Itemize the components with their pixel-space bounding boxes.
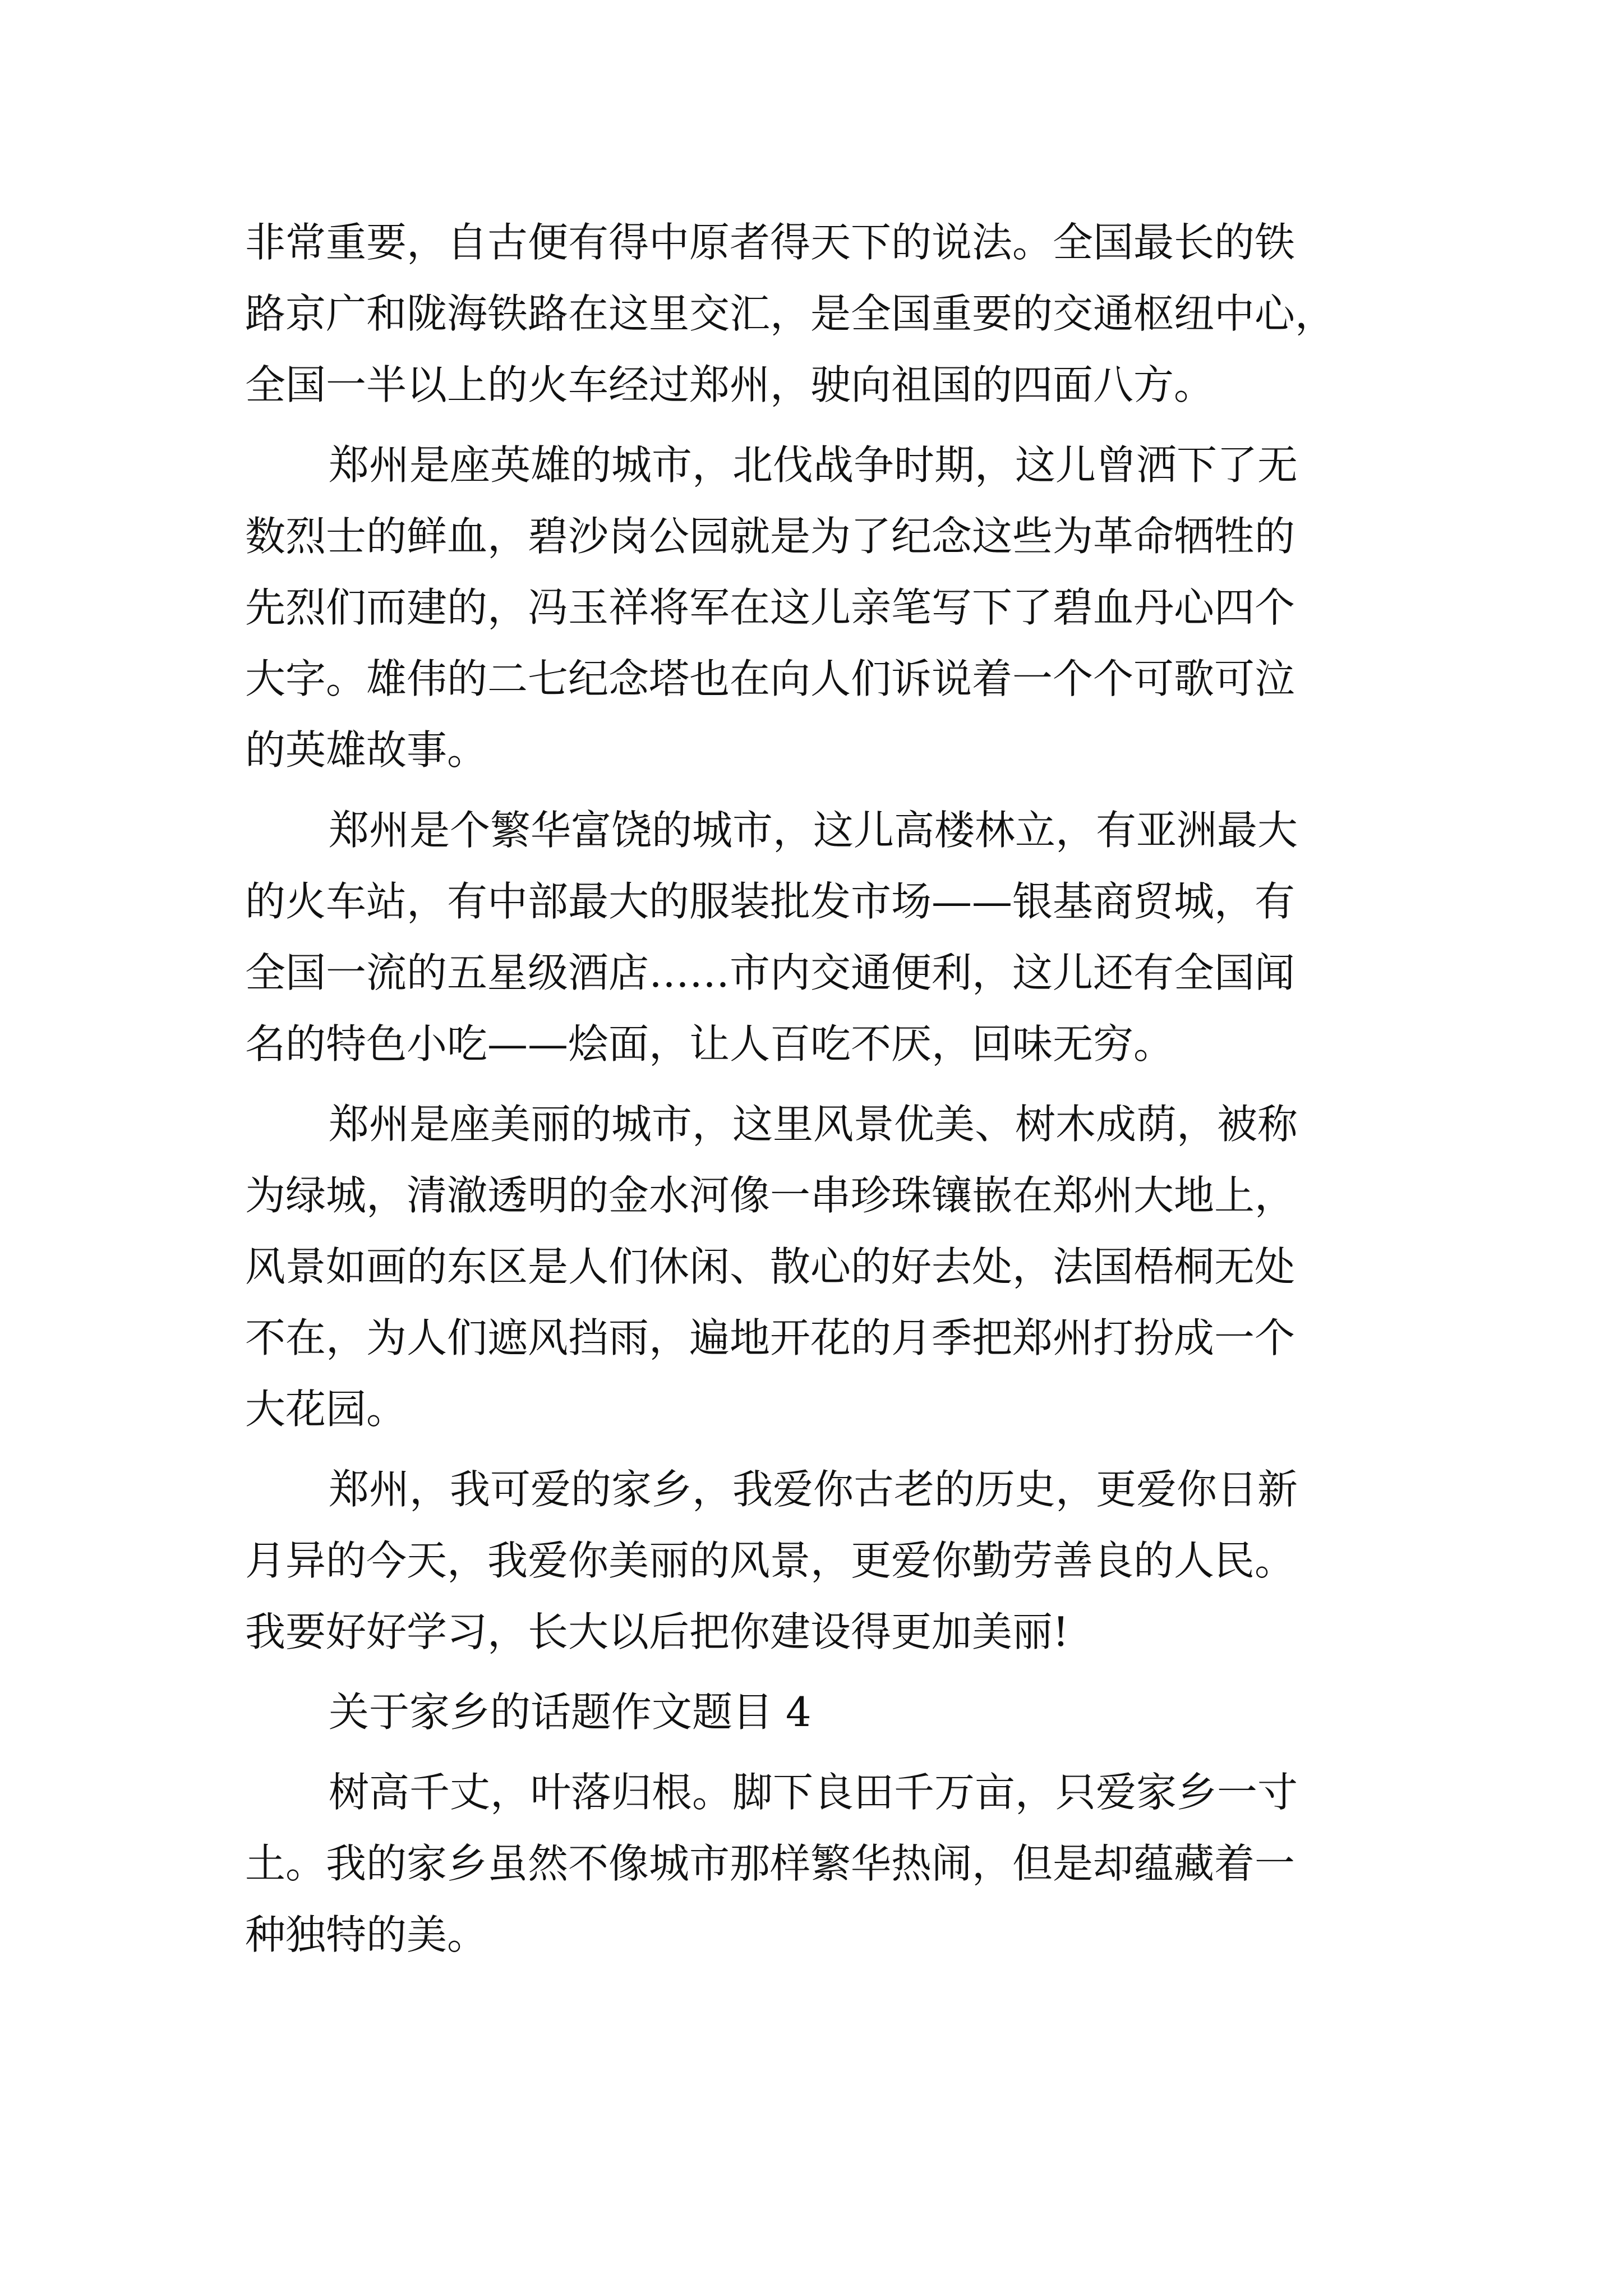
- text-line: 数烈士的鲜血，碧沙岗公园就是为了纪念这些为革命牺牲的: [245, 513, 1295, 560]
- text-line: 种独特的美。: [245, 1911, 488, 1958]
- text-line: 全国一半以上的火车经过郑州，驶向祖国的四面八方。: [245, 361, 1215, 408]
- text-line: 风景如画的东区是人们休闲、散心的好去处，法国梧桐无处: [245, 1243, 1295, 1290]
- text-line: 先烈们而建的，冯玉祥将军在这儿亲笔写下了碧血丹心四个: [245, 584, 1295, 631]
- paragraph-first-line: 树高千丈，叶落归根。脚下良田千万亩，只爱家乡一寸: [329, 1769, 1298, 1816]
- text-line: 的英雄故事。: [245, 726, 488, 774]
- text-line: 大花园。: [245, 1386, 407, 1433]
- text-line: 月异的今天，我爱你美丽的风景，更爱你勤劳善良的人民。: [245, 1537, 1295, 1584]
- text-line: 路京广和陇海铁路在这里交汇，是全国重要的交通枢纽中心，: [245, 290, 1336, 337]
- text-line: 大字。雄伟的二七纪念塔也在向人们诉说着一个个可歌可泣: [245, 655, 1295, 702]
- text-line: 不在，为人们遮风挡雨，遍地开花的月季把郑州打扮成一个: [245, 1314, 1295, 1361]
- text-line: 名的特色小吃——烩面，让人百吃不厌，回味无穷。: [245, 1020, 1174, 1068]
- section-heading: 关于家乡的话题作文题目 4: [329, 1688, 811, 1736]
- text-line: 为绿城，清澈透明的金水河像一串珍珠镶嵌在郑州大地上，: [245, 1172, 1295, 1219]
- paragraph-first-line: 郑州是座美丽的城市，这里风景优美、树木成荫，被称: [329, 1101, 1298, 1148]
- paragraph-first-line: 郑州是个繁华富饶的城市，这儿高楼林立，有亚洲最大: [329, 807, 1298, 854]
- paragraph-first-line: 郑州是座英雄的城市，北伐战争时期，这儿曾洒下了无: [329, 441, 1298, 489]
- paragraph-first-line: 郑州，我可爱的家乡，我爱你古老的历史，更爱你日新: [329, 1466, 1298, 1513]
- text-line: 我要好好学习，长大以后把你建设得更加美丽!: [245, 1608, 1069, 1655]
- text-line: 全国一流的五星级酒店……市内交通便利，这儿还有全国闻: [245, 949, 1295, 996]
- text-line: 土。我的家乡虽然不像城市那样繁华热闹，但是却蕴藏着一: [245, 1840, 1295, 1887]
- text-line: 非常重要，自古便有得中原者得天下的说法。全国最长的铁: [245, 219, 1295, 266]
- text-line: 的火车站，有中部最大的服装批发市场——银基商贸城，有: [245, 878, 1295, 925]
